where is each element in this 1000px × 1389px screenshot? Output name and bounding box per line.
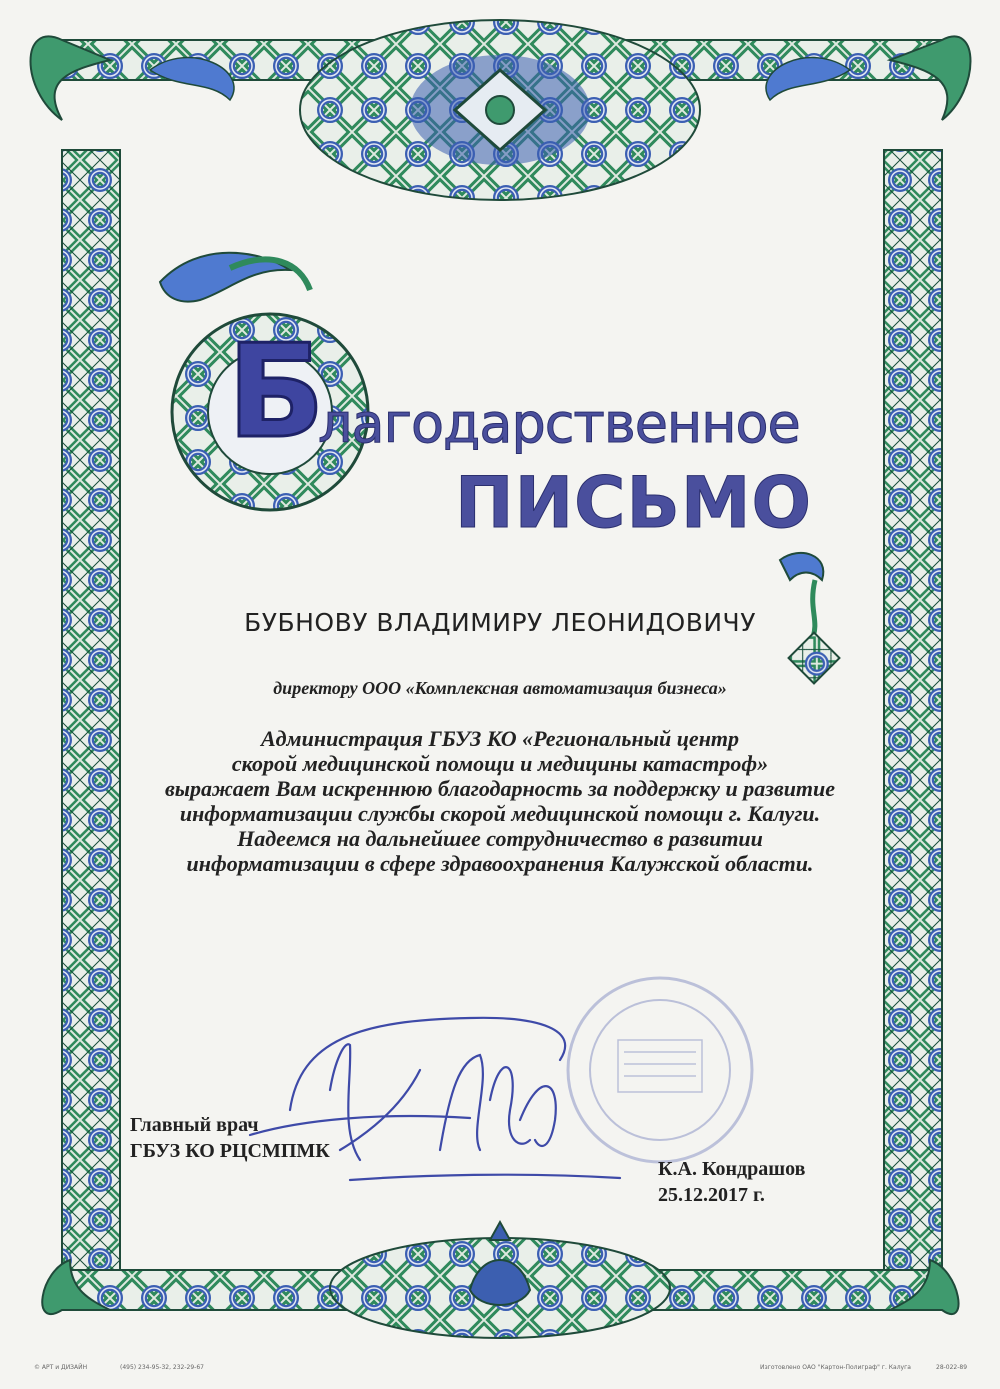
footer-copyright: © АРТ и ДИЗАЙН	[34, 1364, 88, 1371]
body-line: информатизации службы скорой медицинской помощи г. Калуги.	[179, 801, 821, 826]
body-line: выражает Вам искреннюю благодарность за поддержку и развитие	[164, 776, 836, 801]
footer-phone: (495) 234-95-32, 232-29-67	[120, 1364, 204, 1371]
signer-block	[658, 1156, 805, 1208]
body-line: скорой медицинской помощи и медицины катастроф»	[231, 751, 769, 776]
footer-code: 28-022-89	[936, 1364, 968, 1371]
body-line: информатизации в сфере здравоохранения Калужской области.	[186, 851, 814, 876]
footer-maker: Изготовлено ОАО "Картон-Полиграф" г. Калуга	[760, 1364, 911, 1371]
left-border	[62, 150, 120, 1280]
title-line-1: лагодарственное	[318, 392, 800, 455]
signer-title-line-2: ГБУЗ КО РЦСМПМК	[130, 1140, 330, 1162]
letter-date: 25.12.2017 г.	[658, 1184, 765, 1206]
letter-body	[110, 726, 890, 876]
body-line: Надеемся на дальнейшее сотрудничество в развитии	[237, 826, 763, 851]
recipient-position: директору ООО «Комплексная автоматизация бизнеса»	[273, 678, 727, 698]
round-stamp	[568, 978, 752, 1162]
signer-name: К.А. Кондрашов	[658, 1158, 806, 1180]
recipient-name: БУБНОВУ ВЛАДИМИРУ ЛЕОНИДОВИЧУ	[244, 608, 756, 637]
signer-title	[130, 1112, 330, 1164]
signer-title-line-1: Главный врач	[130, 1114, 259, 1136]
body-line: Администрация ГБУЗ КО «Региональный центр	[260, 726, 740, 751]
title-initial-letter: Б	[227, 318, 325, 467]
right-border	[884, 150, 942, 1280]
title-line-2: ПИСЬМО	[455, 462, 813, 544]
